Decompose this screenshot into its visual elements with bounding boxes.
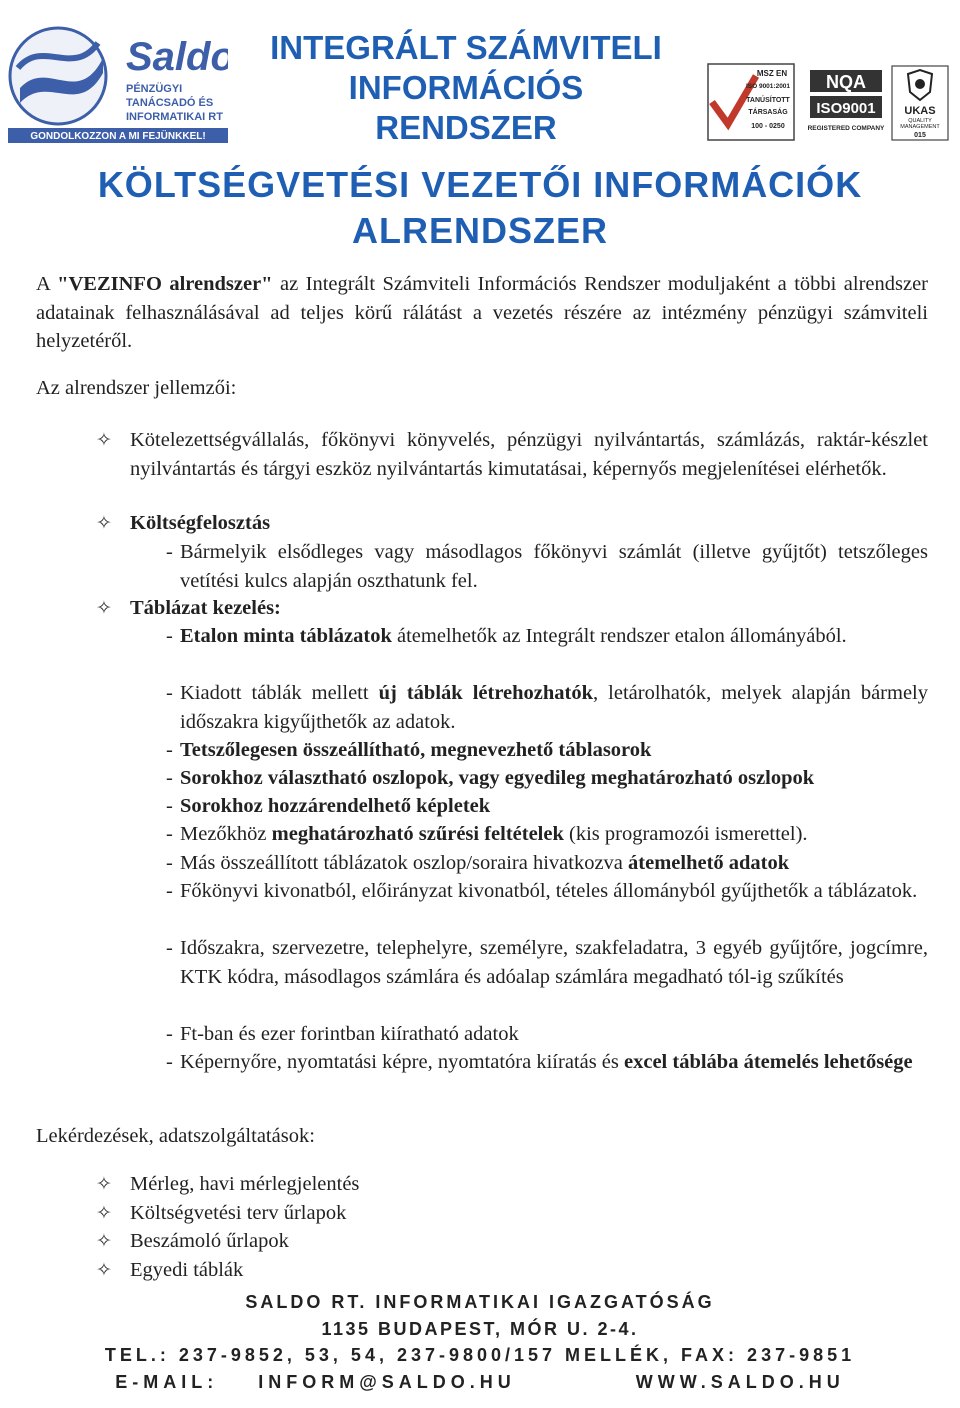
sub-item: - Ft-ban és ezer forintban kiíratható adatok	[166, 1023, 519, 1045]
query-item: ✧ Beszámoló űrlapok	[96, 1227, 928, 1256]
subtitle-line-1: KÖLTSÉGVETÉSI VEZETŐI INFORMÁCIÓK	[97, 164, 863, 205]
msz-iso-badge	[706, 62, 796, 142]
svg-text:ISO9001: ISO9001	[816, 100, 876, 117]
svg-text:MANAGEMENT: MANAGEMENT	[900, 124, 940, 130]
subtitle	[20, 162, 940, 254]
nqa-iso-badge	[806, 62, 886, 142]
star-bullet-icon: ✧	[96, 1173, 112, 1195]
footer-phone: TEL.: 237-9852, 53, 54, 237-9800/157 MELLÉK, FAX: 237-9851	[104, 1345, 856, 1365]
saldo-logo	[8, 18, 228, 143]
star-bullet-icon: ✧	[96, 1259, 112, 1281]
ukas-badge	[890, 62, 950, 142]
svg-text:TÁRSASÁG: TÁRSASÁG	[748, 109, 788, 116]
star-bullet-icon: ✧	[96, 429, 112, 451]
feature-title: Költségfelosztás	[130, 512, 271, 534]
sub-item: - Főkönyvi kivonatból, előirányzat kivonatból, tételes állományból gyűjthetők a táblázatok.	[166, 880, 918, 902]
svg-text:QUALITY: QUALITY	[908, 118, 932, 124]
intro-module-name: "VEZINFO alrendszer"	[57, 273, 273, 295]
logo-line-1: PÉNZÜGYI	[126, 83, 183, 95]
footer-company: SALDO RT. INFORMATIKAI IGAZGATÓSÁG	[245, 1292, 715, 1312]
sub-item: - Sorokhoz választható oszlopok, vagy egyedileg meghatározható oszlopok	[166, 767, 815, 789]
logo-line-3: INFORMATIKAI RT	[126, 111, 223, 123]
footer-contact	[0, 1372, 960, 1393]
title-line-1: INTEGRÁLT SZÁMVITELI	[270, 29, 662, 66]
query-item: ✧ Egyedi táblák	[96, 1256, 928, 1285]
intro-paragraph: A "VEZINFO alrendszer" az Integrált Számviteli Információs Rendszer moduljaként a többi alrendszer adatainak felhasználásával ad teljes körű rálátást a vezetés részére az intézmény pénzügyi számviteli helyzetéről.	[36, 273, 928, 352]
svg-text:ISO 9001:2001: ISO 9001:2001	[745, 83, 791, 90]
subtitle-line-2: ALRENDSZER	[351, 210, 608, 251]
feature-item	[96, 509, 928, 538]
footer-email[interactable]: E-MAIL: INFORM@SALDO.HU	[115, 1372, 516, 1392]
footer-website[interactable]: WWW.SALDO.HU	[635, 1372, 845, 1392]
sub-item: - Kiadott táblák mellett új táblák létrehozhatók, letárolhatók, melyek alapján bármely időszakra kigyűjthetők az adatok.	[166, 682, 928, 733]
title-line-3: RENDSZER	[375, 109, 557, 146]
logo-wordmark: Saldo	[126, 35, 228, 79]
sub-item: - Bármelyik elsődleges vagy másodlagos főkönyvi számlát (illetve gyűjtőt) tetszőleges vetítési kulcs alapján oszthatunk fel.	[166, 541, 928, 592]
logo-tagline: GONDOLKOZZON A MI FEJÜNKKEL!	[30, 131, 206, 142]
sub-item: - Időszakra, szervezetre, telephelyre, személyre, szakfeladatra, 3 egyéb gyűjtőre, jogcímre, KTK kódra, másodlagos számlára és adóalap számlára megadható tól-ig szűkítés	[166, 937, 928, 988]
queries-heading: Lekérdezések, adatszolgáltatások:	[36, 1125, 315, 1147]
title-line-2: INFORMÁCIÓS	[348, 69, 584, 106]
svg-text:015: 015	[914, 132, 926, 139]
feature-title: Táblázat kezelés:	[130, 597, 281, 619]
features-heading: Az alrendszer jellemzői:	[36, 377, 237, 399]
query-item: ✧ Költségvetési terv űrlapok	[96, 1199, 928, 1228]
svg-text:REGISTERED COMPANY: REGISTERED COMPANY	[807, 125, 885, 132]
svg-text:100 - 0250: 100 - 0250	[751, 123, 785, 130]
feature-item: ✧ Kötelezettségvállalás, főkönyvi könyvelés, pénzügyi nyilvántartás, számlázás, raktár-készlet nyilvántartás és tárgyi eszköz nyilvántartás kimutatásai, képernyős megjelenítései elérhetők.	[96, 426, 928, 483]
sub-item: - Sorokhoz hozzárendelhető képletek	[166, 795, 491, 817]
svg-text:NQA: NQA	[826, 72, 866, 92]
svg-text:UKAS: UKAS	[904, 105, 936, 117]
footer-address: 1135 BUDAPEST, MÓR U. 2-4.	[321, 1319, 639, 1339]
main-title	[236, 28, 696, 148]
sub-item: - Tetszőlegesen összeállítható, megnevezhető táblasorok	[166, 739, 652, 761]
logo-line-2: TANÁCSADÓ ÉS	[126, 97, 214, 109]
sub-item: - Etalon minta táblázatok átemelhetők az Integrált rendszer etalon állományából.	[166, 625, 847, 647]
star-bullet-icon: ✧	[96, 597, 112, 619]
feature-item	[96, 594, 928, 623]
sub-item: - Mezőkhöz meghatározható szűrési feltételek (kis programozói ismerettel).	[166, 823, 808, 845]
star-bullet-icon: ✧	[96, 1230, 112, 1252]
star-bullet-icon: ✧	[96, 1202, 112, 1224]
svg-text:MSZ EN: MSZ EN	[756, 69, 788, 78]
query-item: ✧ Mérleg, havi mérlegjelentés	[96, 1170, 928, 1199]
sub-item: - Más összeállított táblázatok oszlop/soraira hivatkozva átemelhető adatok	[166, 852, 790, 874]
svg-text:TANÚSÍTOTT: TANÚSÍTOTT	[746, 97, 790, 104]
star-bullet-icon: ✧	[96, 512, 112, 534]
sub-item: - Képernyőre, nyomtatási képre, nyomtatóra kiíratás és excel táblába átemelés lehetősége	[166, 1051, 913, 1073]
